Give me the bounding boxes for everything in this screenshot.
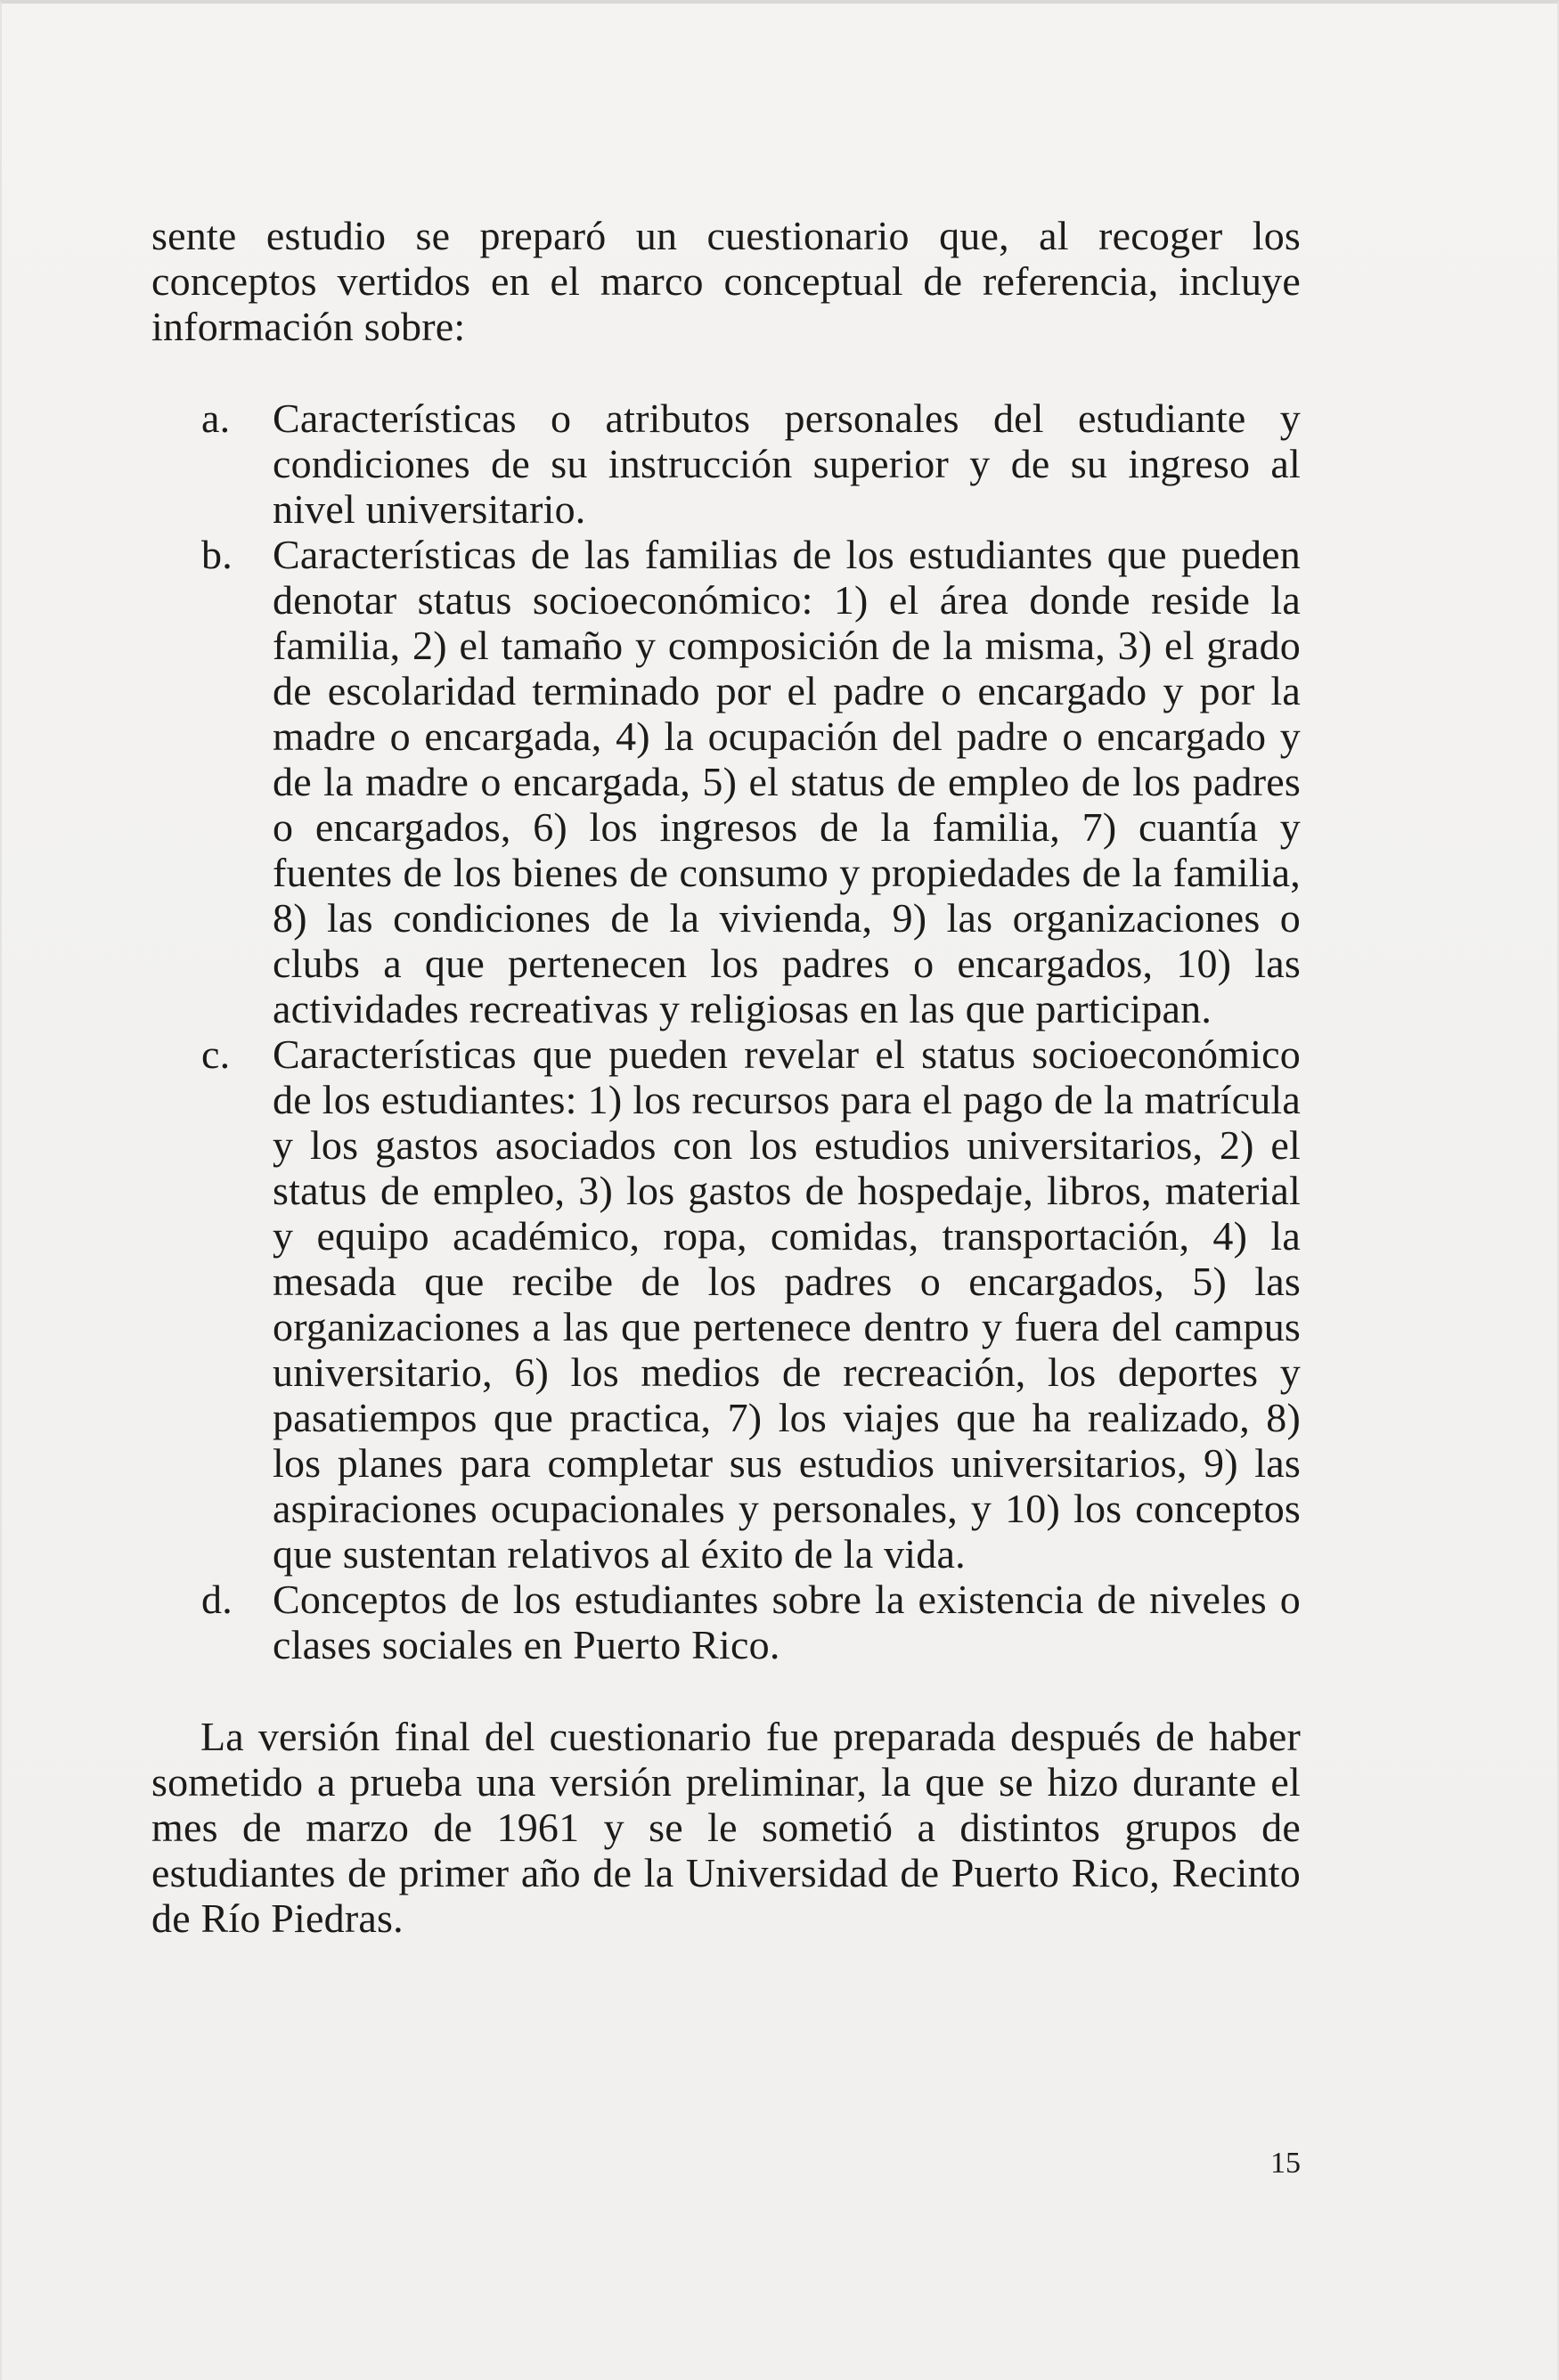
questionnaire-topics-list <box>151 395 1301 1667</box>
list-item <box>151 1031 1301 1577</box>
closing-paragraph: La versión final del cuestionario fue preparada después de haber sometido a prueba una versión preliminar, la que se hizo durante el mes de marzo de 1961 y se le sometió a distintos grupos de estudiantes de primer año de la Universidad de Puerto Rico, Recinto de Río Piedras. <box>151 1714 1301 1941</box>
list-item <box>151 1577 1301 1667</box>
list-item-text: Características que pueden revelar el status socioeconómico de los estudiantes: 1) los recursos para el pago de la matrícula y los gastos asociados con los estudios universitarios, 2) el status de empleo, 3) los gastos de hospedaje, libros, material y equipo académico, ropa, comidas, transportación, 4) la mesada que recibe de los padres o encargados, 5) las organizaciones a las que pertenece dentro y fuera del campus universitario, 6) los medios de recreación, los deportes y pasatiempos que practica, 7) los viajes que ha realizado, 8) los planes para completar sus estudios universitarios, 9) las aspiraciones ocupacionales y personales, y 10) los conceptos que sustentan relativos al éxito de la vida. <box>273 1031 1301 1577</box>
list-item <box>151 532 1301 1031</box>
list-item-marker: a. <box>201 395 231 441</box>
body-text <box>151 213 1301 1941</box>
list-item-text: Características o atributos personales del estudiante y condiciones de su instrucción superior y de su ingreso al nivel universitario. <box>273 395 1301 532</box>
list-item <box>151 395 1301 532</box>
intro-paragraph: sente estudio se preparó un cuestionario que, al recoger los conceptos vertidos en el marco conceptual de referencia, incluye información sobre: <box>151 213 1301 349</box>
list-item-marker: b. <box>201 532 233 577</box>
list-item-text: Conceptos de los estudiantes sobre la existencia de niveles o clases sociales en Puerto Rico. <box>273 1577 1301 1667</box>
list-item-marker: c. <box>201 1031 231 1077</box>
list-item-marker: d. <box>201 1577 233 1622</box>
list-item-text: Características de las familias de los estudiantes que pueden denotar status socioeconómico: 1) el área donde reside la familia, 2) el tamaño y composición de la misma, 3) el grado de escolaridad terminado por el padre o encargado y por la madre o encargada, 4) la ocupación del padre o encargado y de la madre o encargada, 5) el status de empleo de los padres o encargados, 6) los ingresos de la familia, 7) cuantía y fuentes de los bienes de consumo y propiedades de la familia, 8) las condiciones de la vivienda, 9) las organizaciones o clubs a que pertenecen los padres o encargados, 10) las actividades recreativas y religiosas en las que participan. <box>273 532 1301 1031</box>
page-number: 15 <box>1270 2147 1301 2180</box>
